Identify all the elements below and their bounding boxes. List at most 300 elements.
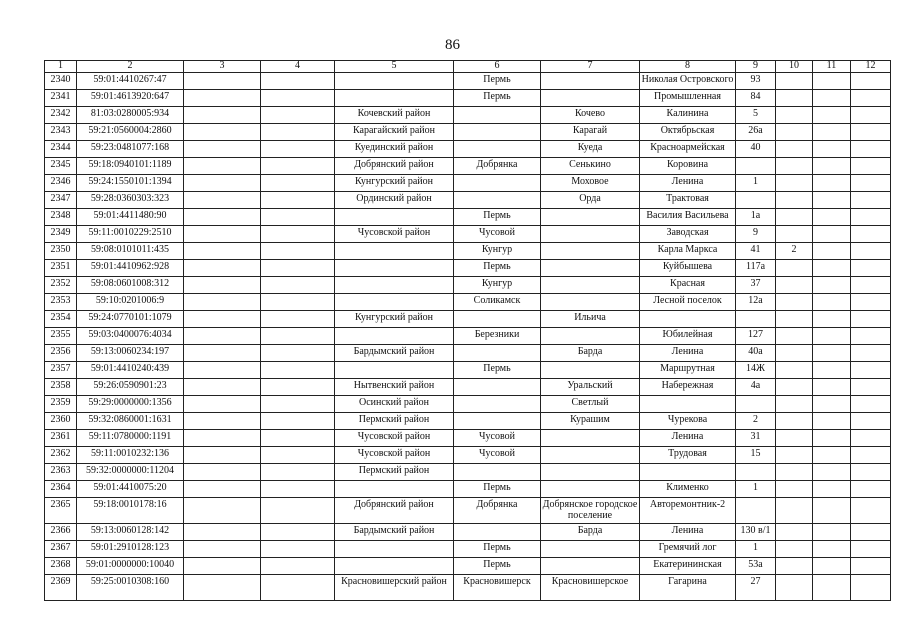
table-cell-col-6: Березники xyxy=(454,328,541,345)
registry-table xyxy=(44,60,891,601)
table-cell-col-11 xyxy=(813,192,851,209)
table-cell-col-8: Чурекова xyxy=(640,413,736,430)
table-cell-col-4 xyxy=(261,124,335,141)
table-cell-col-7: Барда xyxy=(541,345,640,362)
table-cell-col-4 xyxy=(261,90,335,107)
table-cell-col-5: Нытвенский район xyxy=(335,379,454,396)
table-cell-col-10 xyxy=(776,107,813,124)
table-cell-col-9: 4а xyxy=(736,379,776,396)
table-cell-col-7 xyxy=(541,226,640,243)
table-cell-col-5 xyxy=(335,243,454,260)
table-cell-col-12 xyxy=(851,141,891,158)
table-cell-col-9: 5 xyxy=(736,107,776,124)
table-cell-col-5: Ординский район xyxy=(335,192,454,209)
table-cell-col-10 xyxy=(776,260,813,277)
table-cell-col-7: Сенькино xyxy=(541,158,640,175)
table-cell-col-4 xyxy=(261,175,335,192)
table-cell-col-9: 40 xyxy=(736,141,776,158)
table-cell-col-4 xyxy=(261,362,335,379)
table-cell-col-8: Октябрьская xyxy=(640,124,736,141)
table-cell-col-3 xyxy=(184,524,261,541)
table-cell-col-6 xyxy=(454,413,541,430)
table-cell-col-11 xyxy=(813,447,851,464)
table-row xyxy=(45,464,891,481)
table-cell-col-11 xyxy=(813,90,851,107)
table-cell-col-8: Лесной поселок xyxy=(640,294,736,311)
table-cell-col-9: 93 xyxy=(736,73,776,90)
table-cell-col-11 xyxy=(813,226,851,243)
table-cell-col-7 xyxy=(541,209,640,226)
table-cell-col-1: 2343 xyxy=(45,124,77,141)
table-cell-col-2: 59:08:0601008:312 xyxy=(77,277,184,294)
table-cell-col-4 xyxy=(261,379,335,396)
table-cell-col-5: Чусовской район xyxy=(335,430,454,447)
table-cell-col-6: Кунгур xyxy=(454,243,541,260)
table-cell-col-4 xyxy=(261,226,335,243)
table-cell-col-10 xyxy=(776,192,813,209)
table-cell-col-12 xyxy=(851,575,891,601)
table-cell-col-1: 2353 xyxy=(45,294,77,311)
table-cell-col-12 xyxy=(851,277,891,294)
table-cell-col-12 xyxy=(851,447,891,464)
table-cell-col-6 xyxy=(454,175,541,192)
table-cell-col-12 xyxy=(851,124,891,141)
table-cell-col-7 xyxy=(541,260,640,277)
table-cell-col-12 xyxy=(851,379,891,396)
table-cell-col-10 xyxy=(776,124,813,141)
table-cell-col-2: 59:01:4410267:47 xyxy=(77,73,184,90)
column-header-1: 1 xyxy=(45,61,77,73)
table-row xyxy=(45,209,891,226)
table-cell-col-11 xyxy=(813,558,851,575)
table-cell-col-9: 9 xyxy=(736,226,776,243)
table-cell-col-1: 2352 xyxy=(45,277,77,294)
table-cell-col-4 xyxy=(261,498,335,524)
table-cell-col-6 xyxy=(454,524,541,541)
table-cell-col-12 xyxy=(851,90,891,107)
column-header-7: 7 xyxy=(541,61,640,73)
table-row xyxy=(45,379,891,396)
table-cell-col-10 xyxy=(776,498,813,524)
table-cell-col-12 xyxy=(851,498,891,524)
table-cell-col-12 xyxy=(851,524,891,541)
table-cell-col-9: 26а xyxy=(736,124,776,141)
table-cell-col-6: Соликамск xyxy=(454,294,541,311)
table-cell-col-7 xyxy=(541,447,640,464)
table-row xyxy=(45,158,891,175)
table-cell-col-8: Калинина xyxy=(640,107,736,124)
column-header-10: 10 xyxy=(776,61,813,73)
table-cell-col-8: Юбилейная xyxy=(640,328,736,345)
table-cell-col-7 xyxy=(541,73,640,90)
table-cell-col-7: Светлый xyxy=(541,396,640,413)
table-cell-col-5: Добрянский район xyxy=(335,498,454,524)
table-cell-col-7: Курашим xyxy=(541,413,640,430)
table-cell-col-11 xyxy=(813,107,851,124)
table-cell-col-9: 1а xyxy=(736,209,776,226)
table-cell-col-8: Василия Васильева xyxy=(640,209,736,226)
table-cell-col-2: 59:32:0000000:11204 xyxy=(77,464,184,481)
table-cell-col-2: 59:01:4411480:90 xyxy=(77,209,184,226)
table-cell-col-11 xyxy=(813,124,851,141)
table-cell-col-3 xyxy=(184,575,261,601)
table-cell-col-7 xyxy=(541,541,640,558)
table-cell-col-2: 59:26:0590901:23 xyxy=(77,379,184,396)
table-cell-col-12 xyxy=(851,158,891,175)
table-cell-col-5: Красновишерский район xyxy=(335,575,454,601)
table-cell-col-5 xyxy=(335,73,454,90)
table-cell-col-6: Чусовой xyxy=(454,447,541,464)
table-cell-col-3 xyxy=(184,226,261,243)
table-cell-col-7 xyxy=(541,464,640,481)
table-cell-col-2: 59:23:0481077:168 xyxy=(77,141,184,158)
table-row xyxy=(45,481,891,498)
table-cell-col-10 xyxy=(776,558,813,575)
table-cell-col-11 xyxy=(813,73,851,90)
table-cell-col-2: 81:03:0280005:934 xyxy=(77,107,184,124)
table-cell-col-2: 59:11:0010229:2510 xyxy=(77,226,184,243)
table-cell-col-7 xyxy=(541,362,640,379)
table-cell-col-11 xyxy=(813,158,851,175)
table-cell-col-3 xyxy=(184,464,261,481)
table-cell-col-11 xyxy=(813,575,851,601)
table-cell-col-9: 130 в/1 xyxy=(736,524,776,541)
table-cell-col-12 xyxy=(851,430,891,447)
table-cell-col-12 xyxy=(851,209,891,226)
table-cell-col-5 xyxy=(335,90,454,107)
table-cell-col-5: Добрянский район xyxy=(335,158,454,175)
table-cell-col-5: Карагайский район xyxy=(335,124,454,141)
table-row xyxy=(45,192,891,209)
table-cell-col-7 xyxy=(541,90,640,107)
table-cell-col-12 xyxy=(851,243,891,260)
table-cell-col-2: 59:21:0560004:2860 xyxy=(77,124,184,141)
column-header-3: 3 xyxy=(184,61,261,73)
table-cell-col-11 xyxy=(813,430,851,447)
table-cell-col-3 xyxy=(184,90,261,107)
table-cell-col-3 xyxy=(184,277,261,294)
table-cell-col-1: 2344 xyxy=(45,141,77,158)
table-cell-col-1: 2366 xyxy=(45,524,77,541)
table-cell-col-10 xyxy=(776,447,813,464)
table-cell-col-7 xyxy=(541,430,640,447)
table-cell-col-1: 2357 xyxy=(45,362,77,379)
table-cell-col-1: 2340 xyxy=(45,73,77,90)
table-cell-col-11 xyxy=(813,243,851,260)
table-cell-col-9 xyxy=(736,498,776,524)
table-cell-col-1: 2341 xyxy=(45,90,77,107)
table-cell-col-8 xyxy=(640,464,736,481)
table-cell-col-2: 59:24:0770101:1079 xyxy=(77,311,184,328)
table-cell-col-1: 2355 xyxy=(45,328,77,345)
table-cell-col-5: Чусовской район xyxy=(335,226,454,243)
table-cell-col-12 xyxy=(851,396,891,413)
table-cell-col-5 xyxy=(335,558,454,575)
table-cell-col-10 xyxy=(776,396,813,413)
table-cell-col-2: 59:32:0860001:1631 xyxy=(77,413,184,430)
table-cell-col-8: Ленина xyxy=(640,345,736,362)
table-cell-col-1: 2347 xyxy=(45,192,77,209)
column-header-2: 2 xyxy=(77,61,184,73)
table-cell-col-2: 59:03:0400076:4034 xyxy=(77,328,184,345)
table-cell-col-2: 59:29:0000000:1356 xyxy=(77,396,184,413)
table-cell-col-11 xyxy=(813,464,851,481)
column-header-9: 9 xyxy=(736,61,776,73)
table-cell-col-3 xyxy=(184,396,261,413)
table-row xyxy=(45,243,891,260)
table-cell-col-1: 2362 xyxy=(45,447,77,464)
table-cell-col-3 xyxy=(184,498,261,524)
table-cell-col-4 xyxy=(261,311,335,328)
table-cell-col-7: Ильича xyxy=(541,311,640,328)
table-cell-col-6 xyxy=(454,192,541,209)
table-cell-col-11 xyxy=(813,311,851,328)
table-cell-col-8: Куйбышева xyxy=(640,260,736,277)
column-header-5: 5 xyxy=(335,61,454,73)
table-cell-col-5: Чусовской район xyxy=(335,447,454,464)
table-cell-col-3 xyxy=(184,260,261,277)
table-cell-col-1: 2361 xyxy=(45,430,77,447)
table-cell-col-5 xyxy=(335,209,454,226)
table-cell-col-6 xyxy=(454,379,541,396)
table-cell-col-10 xyxy=(776,328,813,345)
table-cell-col-7: Барда xyxy=(541,524,640,541)
table-cell-col-10 xyxy=(776,413,813,430)
table-cell-col-2: 59:10:0201006:9 xyxy=(77,294,184,311)
table-cell-col-10 xyxy=(776,277,813,294)
table-cell-col-4 xyxy=(261,430,335,447)
table-cell-col-6: Пермь xyxy=(454,73,541,90)
table-cell-col-3 xyxy=(184,209,261,226)
table-cell-col-1: 2360 xyxy=(45,413,77,430)
table-cell-col-7: Моховое xyxy=(541,175,640,192)
table-cell-col-9 xyxy=(736,396,776,413)
table-cell-col-7: Куеда xyxy=(541,141,640,158)
table-cell-col-11 xyxy=(813,260,851,277)
table-cell-col-4 xyxy=(261,277,335,294)
table-cell-col-5: Кунгурский район xyxy=(335,311,454,328)
table-cell-col-7 xyxy=(541,481,640,498)
table-cell-col-11 xyxy=(813,345,851,362)
table-cell-col-10 xyxy=(776,524,813,541)
table-cell-col-8: Маршрутная xyxy=(640,362,736,379)
table-row xyxy=(45,447,891,464)
table-cell-col-9 xyxy=(736,311,776,328)
table-cell-col-10 xyxy=(776,158,813,175)
table-cell-col-4 xyxy=(261,575,335,601)
table-cell-col-4 xyxy=(261,243,335,260)
table-cell-col-6 xyxy=(454,311,541,328)
table-cell-col-8: Клименко xyxy=(640,481,736,498)
table-cell-col-5: Пермский район xyxy=(335,464,454,481)
table-cell-col-3 xyxy=(184,362,261,379)
table-cell-col-1: 2365 xyxy=(45,498,77,524)
table-cell-col-10 xyxy=(776,430,813,447)
table-cell-col-9 xyxy=(736,158,776,175)
table-cell-col-9: 41 xyxy=(736,243,776,260)
table-cell-col-4 xyxy=(261,345,335,362)
table-cell-col-10 xyxy=(776,464,813,481)
table-cell-col-2: 59:01:2910128:123 xyxy=(77,541,184,558)
table-cell-col-6: Пермь xyxy=(454,90,541,107)
table-cell-col-8 xyxy=(640,396,736,413)
table-cell-col-10 xyxy=(776,294,813,311)
table-cell-col-12 xyxy=(851,413,891,430)
column-header-12: 12 xyxy=(851,61,891,73)
table-cell-col-9: 31 xyxy=(736,430,776,447)
table-cell-col-8: Гремячий лог xyxy=(640,541,736,558)
table-cell-col-5: Бардымский район xyxy=(335,345,454,362)
table-cell-col-10 xyxy=(776,141,813,158)
table-cell-col-4 xyxy=(261,209,335,226)
table-row xyxy=(45,328,891,345)
table-cell-col-1: 2363 xyxy=(45,464,77,481)
table-cell-col-6 xyxy=(454,141,541,158)
table-cell-col-9: 37 xyxy=(736,277,776,294)
table-cell-col-6: Пермь xyxy=(454,209,541,226)
table-cell-col-9: 117а xyxy=(736,260,776,277)
table-cell-col-4 xyxy=(261,524,335,541)
table-cell-col-7: Орда xyxy=(541,192,640,209)
table-cell-col-3 xyxy=(184,243,261,260)
table-row xyxy=(45,277,891,294)
table-cell-col-10 xyxy=(776,311,813,328)
table-row xyxy=(45,226,891,243)
table-cell-col-12 xyxy=(851,345,891,362)
column-header-4: 4 xyxy=(261,61,335,73)
table-cell-col-9: 15 xyxy=(736,447,776,464)
table-cell-col-1: 2358 xyxy=(45,379,77,396)
table-cell-col-2: 59:24:1550101:1394 xyxy=(77,175,184,192)
table-header xyxy=(45,61,891,73)
table-cell-col-7: Добрянское городское поселение xyxy=(541,498,640,524)
table-cell-col-12 xyxy=(851,481,891,498)
table-cell-col-4 xyxy=(261,107,335,124)
table-cell-col-10 xyxy=(776,379,813,396)
table-cell-col-9: 53а xyxy=(736,558,776,575)
table-cell-col-3 xyxy=(184,541,261,558)
table-cell-col-9: 1 xyxy=(736,541,776,558)
table-row xyxy=(45,311,891,328)
table-cell-col-8: Ленина xyxy=(640,524,736,541)
table-cell-col-1: 2369 xyxy=(45,575,77,601)
table-cell-col-9: 14Ж xyxy=(736,362,776,379)
table-cell-col-12 xyxy=(851,558,891,575)
table-cell-col-12 xyxy=(851,328,891,345)
table-cell-col-2: 59:18:0940101:1189 xyxy=(77,158,184,175)
table-cell-col-9: 40а xyxy=(736,345,776,362)
table-cell-col-4 xyxy=(261,396,335,413)
table-cell-col-12 xyxy=(851,175,891,192)
table-cell-col-4 xyxy=(261,328,335,345)
table-cell-col-11 xyxy=(813,175,851,192)
table-cell-col-7: Кочево xyxy=(541,107,640,124)
table-cell-col-2: 59:13:0060128:142 xyxy=(77,524,184,541)
table-cell-col-2: 59:01:4613920:647 xyxy=(77,90,184,107)
table-cell-col-10 xyxy=(776,575,813,601)
table-cell-col-3 xyxy=(184,481,261,498)
table-cell-col-1: 2359 xyxy=(45,396,77,413)
table-cell-col-3 xyxy=(184,175,261,192)
table-cell-col-12 xyxy=(851,226,891,243)
table-cell-col-4 xyxy=(261,294,335,311)
table-cell-col-9: 1 xyxy=(736,481,776,498)
table-cell-col-11 xyxy=(813,541,851,558)
table-cell-col-10 xyxy=(776,345,813,362)
table-cell-col-9: 84 xyxy=(736,90,776,107)
table-cell-col-9: 1 xyxy=(736,175,776,192)
table-cell-col-8: Набережная xyxy=(640,379,736,396)
table-cell-col-6 xyxy=(454,464,541,481)
table-cell-col-8: Николая Островского xyxy=(640,73,736,90)
table-cell-col-4 xyxy=(261,141,335,158)
table-cell-col-8: Красноармейская xyxy=(640,141,736,158)
table-cell-col-7 xyxy=(541,243,640,260)
table-cell-col-11 xyxy=(813,413,851,430)
table-cell-col-3 xyxy=(184,379,261,396)
table-cell-col-10 xyxy=(776,209,813,226)
table-cell-col-12 xyxy=(851,192,891,209)
table-cell-col-7 xyxy=(541,328,640,345)
table-row xyxy=(45,558,891,575)
table-cell-col-5 xyxy=(335,328,454,345)
column-header-11: 11 xyxy=(813,61,851,73)
page-number: 86 xyxy=(445,37,460,53)
table-cell-col-2: 59:13:0060234:197 xyxy=(77,345,184,362)
table-cell-col-2: 59:11:0780000:1191 xyxy=(77,430,184,447)
table-cell-col-11 xyxy=(813,209,851,226)
table-row xyxy=(45,73,891,90)
table-cell-col-11 xyxy=(813,396,851,413)
table-cell-col-2: 59:25:0010308:160 xyxy=(77,575,184,601)
table-cell-col-7 xyxy=(541,277,640,294)
table-cell-col-5: Бардымский район xyxy=(335,524,454,541)
table-cell-col-5: Куединский район xyxy=(335,141,454,158)
table-cell-col-6: Пермь xyxy=(454,362,541,379)
table-cell-col-3 xyxy=(184,311,261,328)
table-cell-col-10 xyxy=(776,175,813,192)
header-row xyxy=(45,61,891,73)
table-cell-col-3 xyxy=(184,107,261,124)
table-cell-col-6: Чусовой xyxy=(454,430,541,447)
table-cell-col-6: Чусовой xyxy=(454,226,541,243)
table-cell-col-12 xyxy=(851,464,891,481)
table-cell-col-6 xyxy=(454,124,541,141)
table-cell-col-10 xyxy=(776,90,813,107)
table-cell-col-1: 2350 xyxy=(45,243,77,260)
table-cell-col-5 xyxy=(335,294,454,311)
table-cell-col-4 xyxy=(261,73,335,90)
table-row xyxy=(45,541,891,558)
table-cell-col-3 xyxy=(184,73,261,90)
table-cell-col-9: 12а xyxy=(736,294,776,311)
table-cell-col-1: 2349 xyxy=(45,226,77,243)
table-cell-col-8: Заводская xyxy=(640,226,736,243)
table-cell-col-7: Уральский xyxy=(541,379,640,396)
table-cell-col-6: Пермь xyxy=(454,541,541,558)
table-cell-col-2: 59:28:0360303:323 xyxy=(77,192,184,209)
table-cell-col-1: 2364 xyxy=(45,481,77,498)
table-cell-col-6: Добрянка xyxy=(454,158,541,175)
table-cell-col-1: 2348 xyxy=(45,209,77,226)
table-cell-col-1: 2368 xyxy=(45,558,77,575)
table-cell-col-10 xyxy=(776,226,813,243)
table-cell-col-11 xyxy=(813,294,851,311)
table-cell-col-11 xyxy=(813,498,851,524)
table-cell-col-1: 2346 xyxy=(45,175,77,192)
table-cell-col-3 xyxy=(184,430,261,447)
table-cell-col-4 xyxy=(261,447,335,464)
